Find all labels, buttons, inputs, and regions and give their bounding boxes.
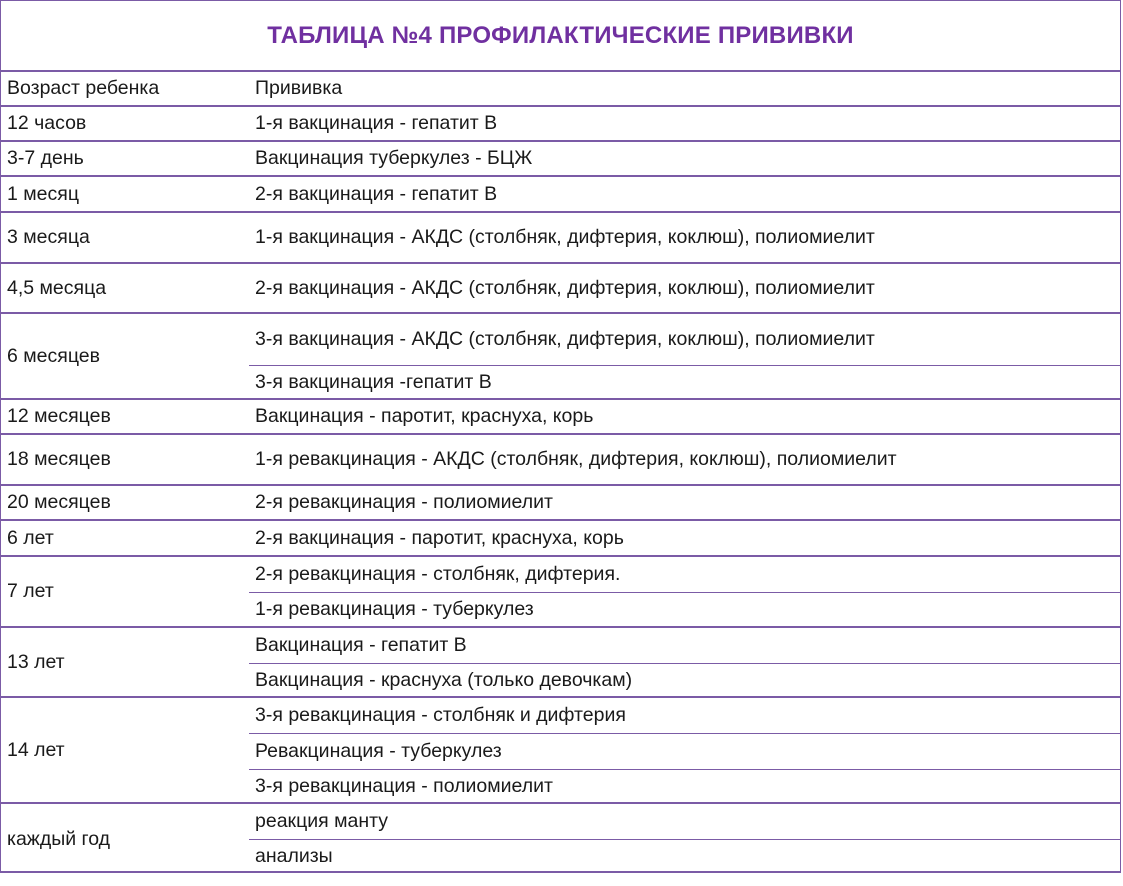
header-row — [1, 72, 1120, 107]
vaccine-cell: 3-я ревакцинация - полиомиелит — [249, 769, 1120, 802]
vaccine-cell: 3-я ревакцинация - столбняк и дифтерия — [255, 704, 626, 726]
vaccine-cell: 2-я вакцинация - АКДС (столбняк, дифтерия, коклюш), полиомиелит — [255, 276, 875, 299]
vaccine-cell: 3-я вакцинация - АКДС (столбняк, дифтерия, коклюш), полиомиелит — [255, 328, 875, 350]
age-cell: 4,5 месяца — [7, 276, 107, 299]
vaccine-cell: Вакцинация - паротит, краснуха, корь — [255, 405, 594, 427]
age-cell: 12 часов — [7, 112, 87, 134]
age-cell: 7 лет — [7, 580, 54, 602]
vaccine-cell: 2-я вакцинация - гепатит В — [255, 182, 498, 205]
age-cell: каждый год — [7, 827, 111, 850]
vaccine-cell: 1-я ревакцинация - АКДС (столбняк, дифтерия, коклюш), полиомиелит — [255, 448, 897, 470]
vaccine-cell: Вакцинация - краснуха (только девочкам) — [249, 663, 1120, 696]
vaccine-cell: 1-я ревакцинация - туберкулез — [249, 592, 1120, 626]
table-row — [1, 557, 1120, 628]
table-row — [1, 177, 1120, 213]
vaccine-cell: 1-я вакцинация - гепатит В — [255, 112, 498, 134]
vaccine-cell: реакция манту — [255, 810, 389, 832]
table-row — [1, 314, 1120, 400]
table-title: ТАБЛИЦА №4 ПРОФИЛАКТИЧЕСКИЕ ПРИВИВКИ — [1, 1, 1120, 72]
table-row — [1, 213, 1120, 264]
vaccine-cell: 2-я ревакцинация - столбняк, дифтерия. — [255, 563, 621, 585]
age-cell: 6 лет — [7, 526, 54, 549]
vaccine-cell: Вакцинация - гепатит В — [255, 634, 467, 656]
table-row — [1, 804, 1120, 874]
vaccine-cell: 3-я вакцинация -гепатит В — [249, 365, 1120, 398]
table-row — [1, 435, 1120, 486]
age-cell: 1 месяц — [7, 182, 79, 205]
age-cell: 18 месяцев — [7, 448, 111, 470]
table-row — [1, 521, 1120, 557]
age-cell: 20 месяцев — [7, 491, 111, 513]
age-cell: 12 месяцев — [7, 405, 111, 427]
table-row — [1, 400, 1120, 435]
vaccine-cell: 1-я вакцинация - АКДС (столбняк, дифтерия, коклюш), полиомиелит — [255, 226, 875, 248]
table-row — [1, 142, 1120, 177]
table-row — [1, 264, 1120, 314]
header-vaccine: Прививка — [255, 77, 343, 99]
age-cell: 3-7 день — [7, 147, 84, 169]
vaccine-cell: анализы — [249, 839, 1120, 872]
vaccine-cell: 2-я ревакцинация - полиомиелит — [255, 491, 553, 513]
age-cell: 6 месяцев — [7, 344, 100, 367]
table-row — [1, 107, 1120, 142]
table-row — [1, 698, 1120, 804]
vaccine-cell: 2-я вакцинация - паротит, краснуха, корь — [255, 526, 624, 549]
table-row — [1, 486, 1120, 521]
age-cell: 3 месяца — [7, 226, 90, 248]
age-cell: 14 лет — [7, 738, 65, 761]
table-row — [1, 628, 1120, 698]
vaccine-cell: Ревакцинация - туберкулез — [249, 733, 1120, 769]
header-age: Возраст ребенка — [7, 77, 160, 99]
age-cell: 13 лет — [7, 650, 65, 673]
vaccine-cell: Вакцинация туберкулез - БЦЖ — [255, 147, 533, 169]
